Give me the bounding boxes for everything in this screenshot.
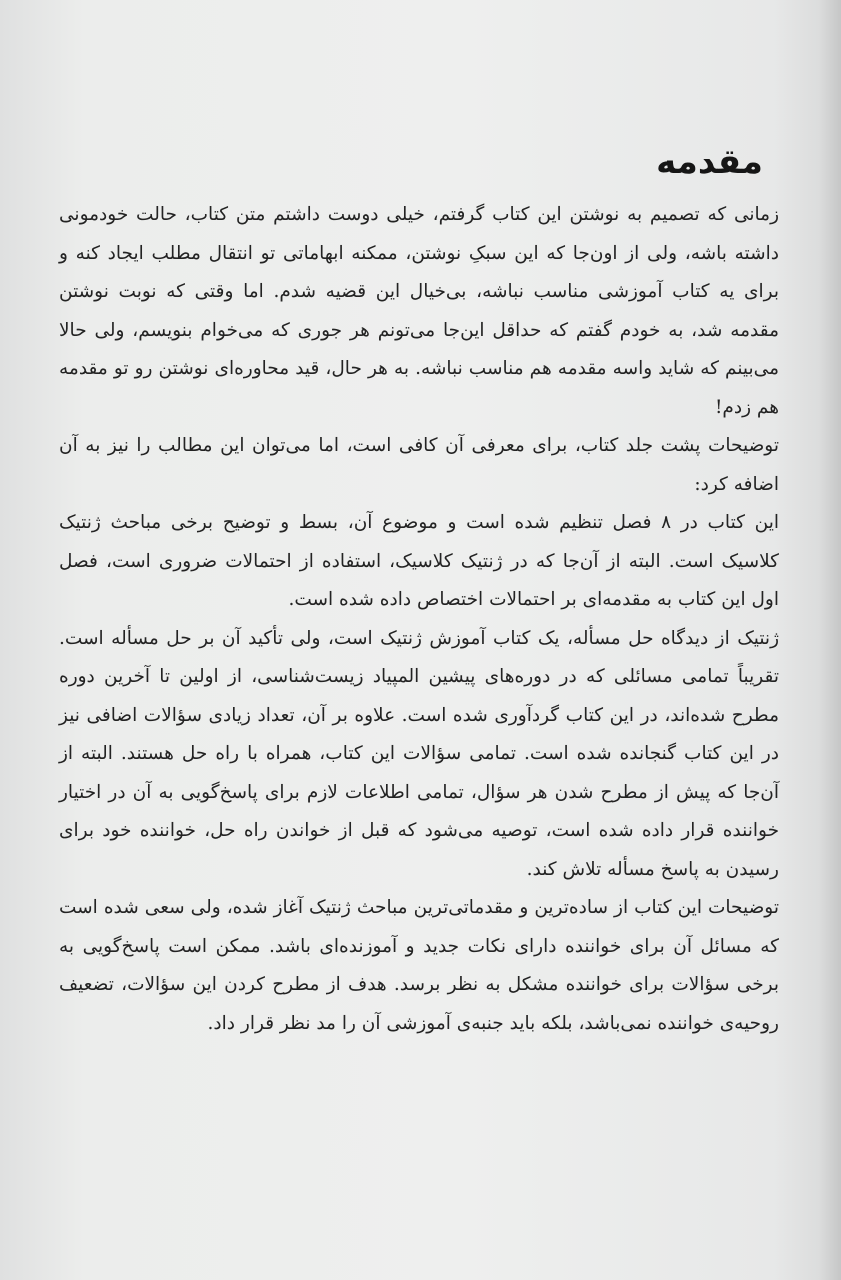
paragraph: زمانی که تصمیم به نوشتن این کتاب گرفتم، خیلی دوست داشتم متن کتاب، حالت خودمونی داشته باشه، ولی از اون‌جا که این سبکِ نوشتن، ممکنه ابهاماتی تو انتقال مطلب ایجاد کنه و برای یه کتاب آموزشی مناسب نباشه، بی‌خیال این قضیه شدم. اما وقتی که نوبت نوشتن مقدمه شد، به خودم گفتم که حداقل این‌جا می‌تونم هر جوری که می‌خوام بنویسم، ولی حالا می‌بینم که شاید واسه مقدمه هم مناسب نباشه. به هر حال، قید محاوره‌ای نوشتن رو تو مقدمه هم زدم! (59, 204, 779, 418)
introduction-body (59, 196, 779, 1043)
paragraph: این کتاب در ۸ فصل تنظیم شده است و موضوع آن، بسط و توضیح برخی مباحث ژنتیک کلاسیک است. البته از آن‌جا که در ژنتیک کلاسیک، استفاده از احتمالات ضروری است، فصل اول این کتاب به مقدمه‌ای بر احتمالات اختصاص داده شده است. (59, 512, 779, 610)
paragraph: توضیحات پشت جلد کتاب، برای معرفی آن کافی است، اما می‌توان این مطالب را نیز به آن اضافه کرد: (59, 435, 779, 495)
paragraph: توضیحات این کتاب از ساده‌ترین و مقدماتی‌ترین مباحث ژنتیک آغاز شده، ولی سعی شده است که مسائل آن برای خواننده دارای نکات جدید و آموزنده‌ای باشد. ممکن است پاسخ‌گویی به برخی سؤالات برای خواننده مشکل به نظر برسد. هدف از مطرح کردن این سؤالات، تضعیف روحیه‌ی خواننده نمی‌باشد، بلکه باید جنبه‌ی آموزشی آن را مد نظر قرار داد. (59, 897, 779, 1034)
page-title: مقدمه (656, 142, 763, 182)
page-spine-shadow (819, 0, 841, 1280)
paragraph: ژنتیک از دیدگاه حل مسأله، یک کتاب آموزش ژنتیک است، ولی تأکید آن بر حل مسأله است. تقریباً تمامی مسائلی که در دوره‌های پیشین المپیاد زیست‌شناسی، از اولین تا آخرین دوره مطرح شده‌اند، در این کتاب گردآوری شده است. علاوه بر آن، تعداد زیادی سؤالات اضافی نیز در این کتاب گنجانده شده است. تمامی سؤالات این کتاب، همراه با راه حل هستند. البته از آن‌جا که پیش از مطرح شدن هر سؤال، تمامی اطلاعات لازم برای پاسخ‌گویی به آن در اختیار خواننده قرار داده شده است، توصیه می‌شود که قبل از خواندن راه حل، خواننده خود برای رسیدن به پاسخ مسأله تلاش کند. (59, 627, 779, 880)
